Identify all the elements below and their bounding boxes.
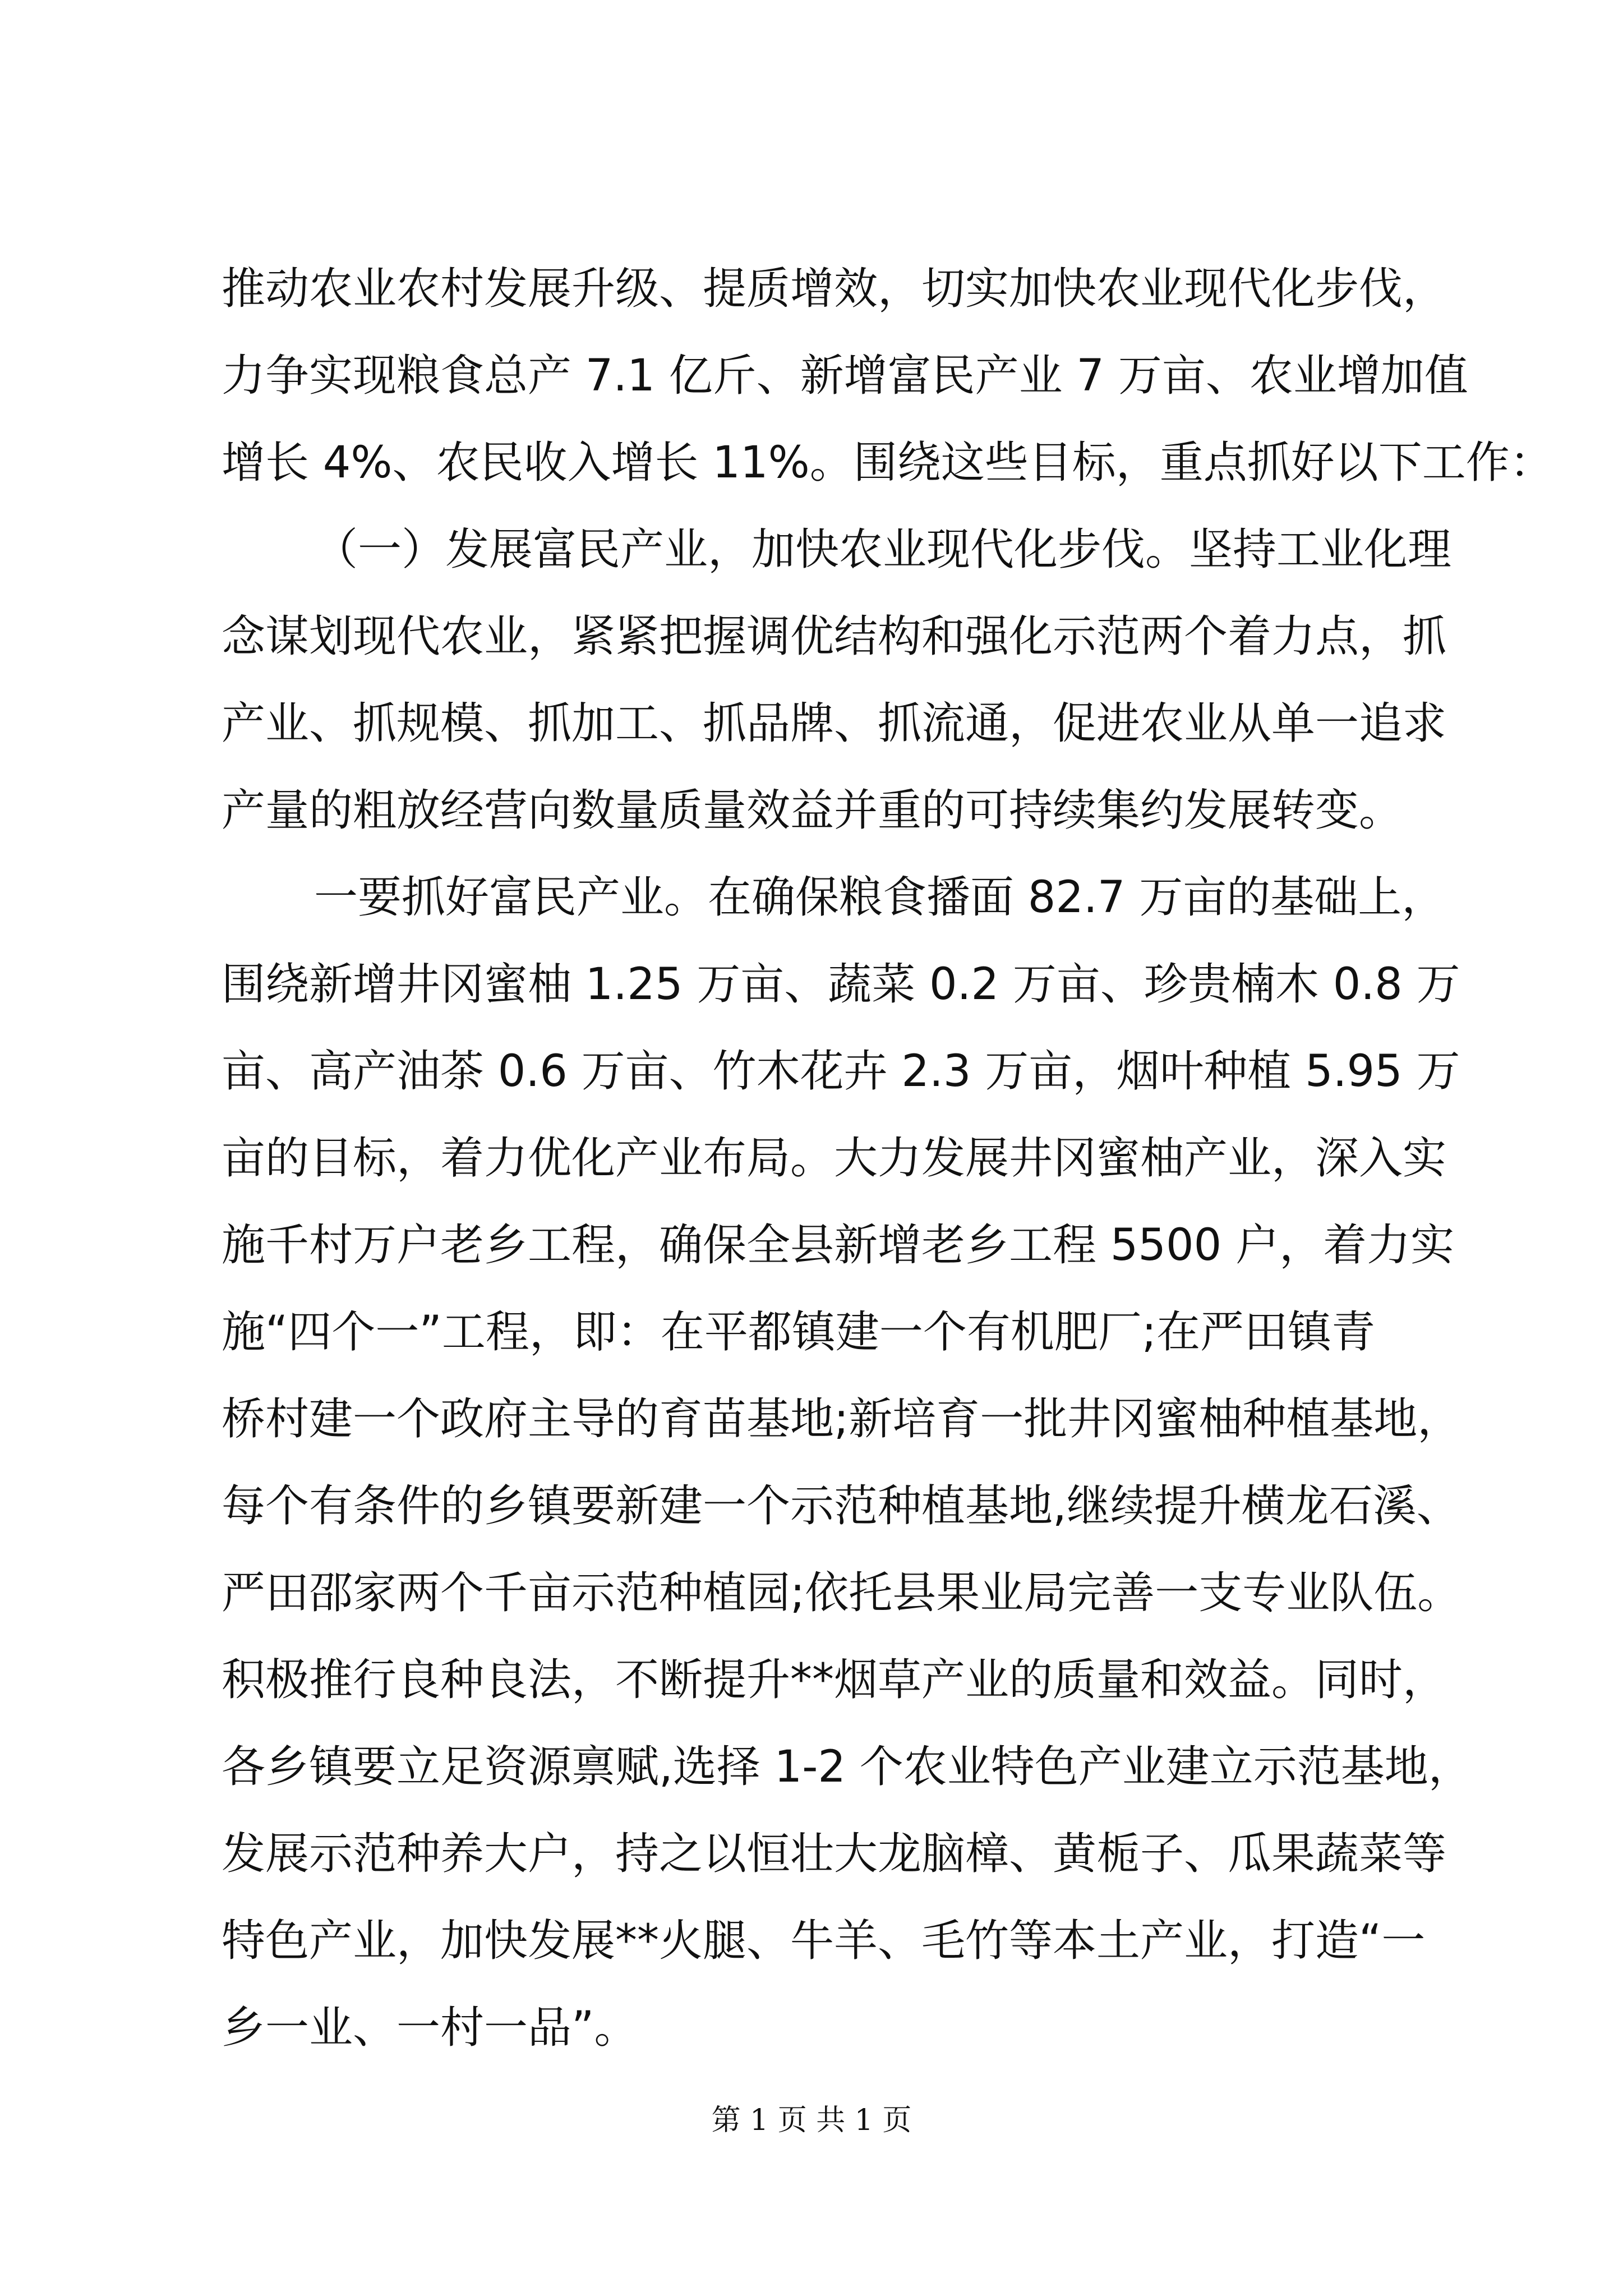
text-line: 力争实现粮食总产 7.1 亿斤、新增富民产业 7 万亩、农业增加值 [222,351,1468,401]
text-line: 产业、抓规模、抓加工、抓品牌、抓流通，促进农业从单一追求 [222,698,1447,749]
text-line: 每个有条件的乡镇要新建一个示范种植基地,继续提升横龙石溪、 [222,1481,1460,1531]
text-line: 乡一业、一村一品”。 [222,2003,638,2053]
text-line: 发展示范种养大户，持之以恒壮大龙脑樟、黄栀子、瓜果蔬菜等 [222,1829,1447,1879]
text-line: 产量的粗放经营向数量质量效益并重的可持续集约发展转变。 [222,785,1403,836]
text-line: 各乡镇要立足资源禀赋,选择 1-2 个农业特色产业建立示范基地， [222,1742,1472,1792]
text-line: 念谋划现代农业，紧紧把握调优结构和强化示范两个着力点，抓 [222,611,1447,662]
text-line: 亩的目标，着力优化产业布局。大力发展井冈蜜柚产业，深入实 [222,1133,1447,1184]
text-line: 施“四个一”工程，即：在平都镇建一个有机肥厂;在严田镇青 [222,1307,1376,1358]
section-heading-line: （一）发展富民产业，加快农业现代化步伐。坚持工业化理 [314,524,1452,575]
text-line: 增长 4%、农民收入增长 11%。围绕这些目标，重点抓好以下工作： [222,438,1553,488]
text-line: 围绕新增井冈蜜柚 1.25 万亩、蔬菜 0.2 万亩、珍贵楠木 0.8 万 [222,959,1460,1010]
text-line: 推动农业农村发展升级、提质增效，切实加快农业现代化步伐， [222,264,1447,314]
text-line: 严田邵家两个千亩示范种植园;依托县果业局完善一支专业队伍。 [222,1568,1461,1618]
text-line: 施千村万户老乡工程，确保全县新增老乡工程 5500 户，着力实 [222,1220,1455,1271]
text-line: 桥村建一个政府主导的育苗基地;新培育一批井冈蜜柚种植基地， [222,1394,1461,1444]
paragraph-start-line: 一要抓好富民产业。在确保粮食播面 82.7 万亩的基础上， [314,872,1446,923]
page-footer: 第 1 页 共 1 页 [711,2104,912,2137]
text-line: 亩、高产油茶 0.6 万亩、竹木花卉 2.3 万亩，烟叶种植 5.95 万 [222,1046,1460,1097]
text-line: 积极推行良种良法，不断提升**烟草产业的质量和效益。同时， [222,1655,1447,1705]
text-line: 特色产业，加快发展**火腿、牛羊、毛竹等本土产业，打造“一 [222,1916,1426,1966]
